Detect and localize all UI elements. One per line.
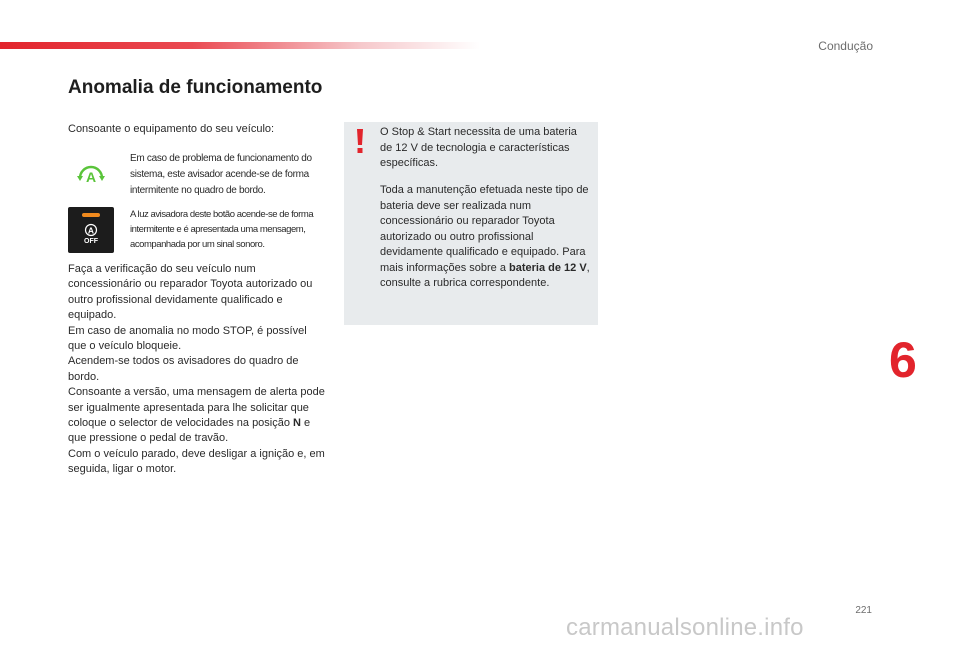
body-paragraph: Em caso de anomalia no modo STOP, é possível que o veículo bloqueie. xyxy=(68,324,307,353)
intro-text: Consoante o equipamento do seu veículo: xyxy=(68,123,275,135)
exclamation-warning-icon xyxy=(355,128,365,154)
indicator-description: Em caso de problema de funcionamento do sistema, este avisador acende-se de forma intermitente no quadro de bordo. xyxy=(130,153,312,196)
stop-start-off-button-icon xyxy=(68,207,114,253)
body-paragraph: Com o veículo parado, deve desligar a ignição e, em seguida, ligar o motor. xyxy=(68,447,325,476)
body-paragraph: Acendem-se todos os avisadores do quadro de bordo. xyxy=(68,355,299,383)
warning-box xyxy=(344,122,598,325)
auto-symbol-icon xyxy=(84,223,98,237)
svg-text:A: A xyxy=(87,225,95,236)
button-led-bar xyxy=(82,213,100,217)
body-paragraph: Faça a verificação do seu veículo num concessionário ou reparador Toyota autorizado ou outro profissional devidamente qualificado e equipado. xyxy=(68,263,313,322)
off-label: OFF xyxy=(84,238,98,245)
indicator-row-off-button xyxy=(68,207,326,253)
watermark-text: carmanualsonline.info xyxy=(566,614,804,641)
svg-text:A: A xyxy=(85,169,97,185)
body-paragraph: Consoante a versão, uma mensagem de alerta pode ser igualmente apresentada para lhe solicitar que coloque o selector de velocidades na posição N e que pressione o pedal de travão. xyxy=(68,386,325,445)
gear-position-n: N xyxy=(293,417,301,430)
indicator-description: A luz avisadora deste botão acende-se de forma intermitente e é apresentada uma mensagem, acompanhada por um sinal sonoro. xyxy=(130,209,314,250)
page-number: 221 xyxy=(855,605,872,616)
battery-reference: bateria de 12 V xyxy=(509,261,587,274)
warning-paragraph: O Stop & Start necessita de uma bateria de 12 V de tecnologia e características específicas. xyxy=(380,126,577,169)
body-text xyxy=(68,262,326,478)
section-title: Anomalia de funcionamento xyxy=(68,77,323,98)
chapter-color-bar xyxy=(0,42,480,49)
indicator-row-warning-lamp xyxy=(68,151,326,199)
warning-paragraph: Toda a manutenção efetuada neste tipo de bateria deve ser realizada num concessionário ou reparador Toyota autorizado ou outro profissional devidamente qualificado e equipado. Para mais informações sobre a bateria de 12 V, consulte a rubrica correspondente. xyxy=(380,184,590,289)
auto-stop-start-green-icon xyxy=(68,151,114,197)
chapter-number: 6 xyxy=(889,332,917,388)
chapter-title: Condução xyxy=(818,39,873,53)
